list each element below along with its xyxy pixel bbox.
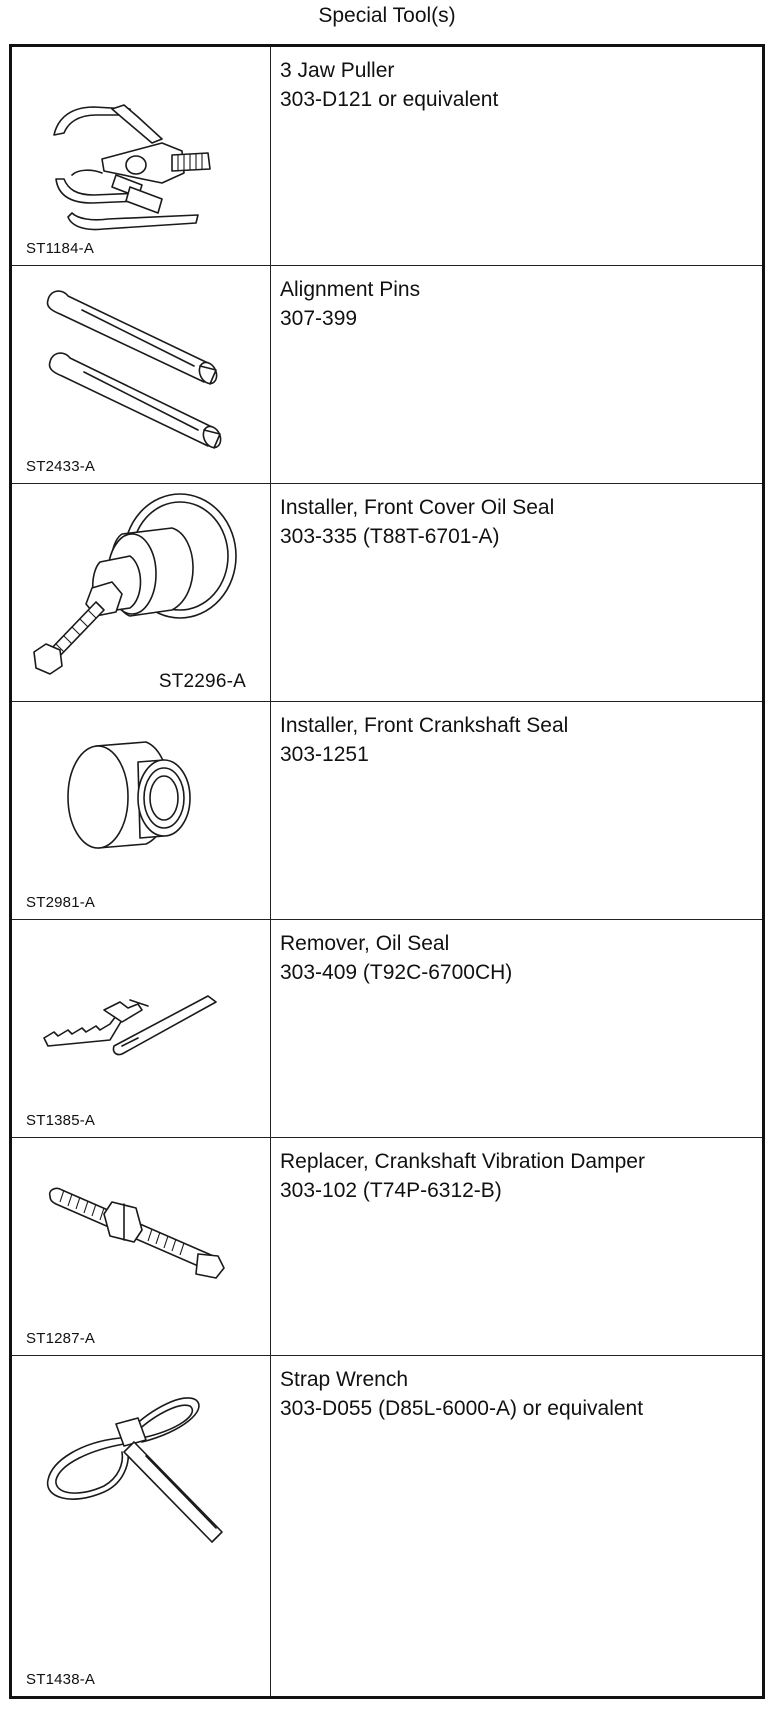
image-code: ST2981-A: [26, 894, 96, 911]
tool-image-cell: [12, 920, 271, 1137]
oil-seal-remover-icon: [12, 920, 270, 1137]
tool-description: [280, 711, 754, 769]
page-title: Special Tool(s): [318, 4, 456, 27]
table-row: [12, 1138, 762, 1356]
tool-image-cell: [12, 484, 271, 701]
tool-name: 3 Jaw Puller: [280, 59, 395, 82]
image-code: ST1438-A: [26, 1671, 96, 1688]
tool-part-number: 303-335 (T88T-6701-A): [280, 525, 500, 548]
tool-part-number: 307-399: [280, 307, 358, 330]
tool-image-cell: [12, 266, 271, 483]
image-code: ST1385-A: [26, 1112, 96, 1129]
strap-wrench-icon: [12, 1356, 270, 1586]
front-cover-seal-installer-icon: [12, 484, 270, 701]
table-row: [12, 484, 762, 702]
image-code: ST2296-A: [158, 671, 246, 692]
tool-name: Installer, Front Crankshaft Seal: [280, 714, 569, 737]
tool-name: Replacer, Crankshaft Vibration Damper: [280, 1150, 645, 1173]
tool-description: [280, 493, 754, 551]
tool-image-cell: [12, 1138, 271, 1355]
table-row: [12, 266, 762, 484]
image-code: ST1287-A: [26, 1330, 96, 1347]
tool-part-number: 303-409 (T92C-6700CH): [280, 961, 513, 984]
table-row: [12, 702, 762, 920]
table-row: [12, 920, 762, 1138]
tool-part-number: 303-D055 (D85L-6000-A) or equivalent: [280, 1397, 644, 1420]
tool-description: [280, 929, 754, 987]
special-tools-table: [9, 44, 765, 1699]
table-row: [12, 1356, 762, 1696]
alignment-pins-icon: [12, 266, 270, 483]
tool-part-number: 303-102 (T74P-6312-B): [280, 1179, 502, 1202]
tool-name: Alignment Pins: [280, 278, 421, 301]
tool-name: Installer, Front Cover Oil Seal: [280, 496, 555, 519]
three-jaw-puller-icon: [12, 47, 270, 265]
tool-description: [280, 1147, 754, 1205]
image-code: ST1184-A: [26, 240, 95, 257]
tool-part-number: 303-D121 or equivalent: [280, 88, 499, 111]
table-row: [12, 47, 762, 266]
tool-image-cell: [12, 1356, 271, 1696]
tool-image-cell: [12, 47, 271, 265]
image-code: ST2433-A: [26, 458, 96, 475]
crankshaft-seal-installer-icon: [12, 702, 270, 919]
tool-description: [280, 56, 754, 114]
tool-description: [280, 275, 754, 333]
tool-part-number: 303-1251: [280, 743, 369, 766]
tool-image-cell: [12, 702, 271, 919]
tool-description: [280, 1365, 754, 1423]
tool-name: Remover, Oil Seal: [280, 932, 450, 955]
tool-name: Strap Wrench: [280, 1368, 408, 1391]
damper-replacer-icon: [12, 1138, 270, 1355]
